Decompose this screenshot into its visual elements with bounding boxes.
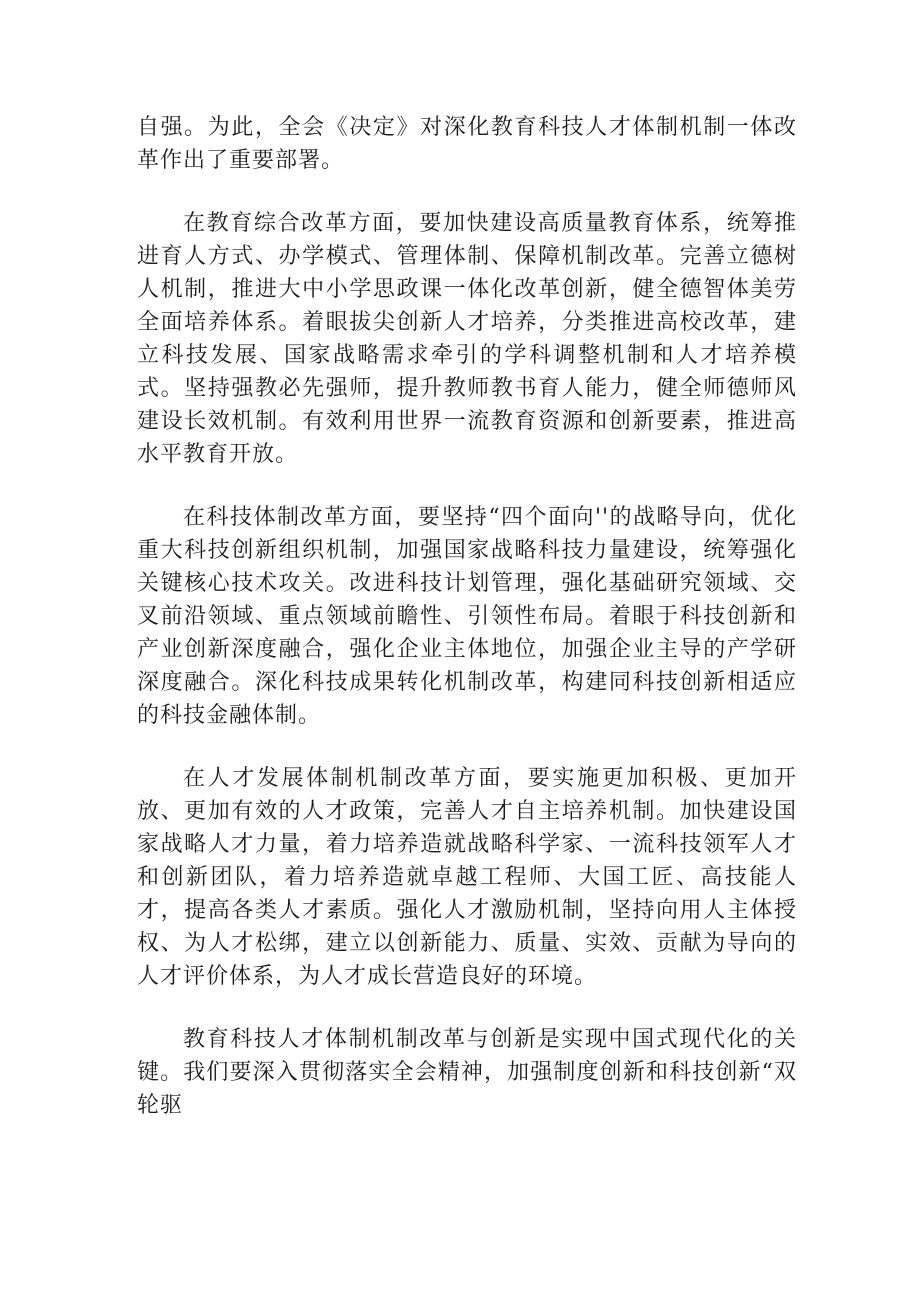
- paragraph-technology-reform: 在科技体制改革方面，要坚持“四个面向''的战略导向，优化重大科技创新组织机制，加强国家战略科技力量建设，统筹强化关键核心技术攻关。改进科技计划管理，强化基础研究领域、交叉前沿领域、重点领域前瞻性、引领性布局。着眼于科技创新和产业创新深度融合，强化企业主体地位，加强企业主导的产学研深度融合。深化科技成果转化机制改革，构建同科技创新相适应的科技金融体制。: [137, 505, 797, 728]
- paragraph-education-reform: 在教育综合改革方面，要加快建设高质量教育体系，统筹推进育人方式、办学模式、管理体制、保障机制改革。完善立德树人机制，推进大中小学思政课一体化改革创新，健全德智体美劳全面培养体系。着眼拔尖创新人才培养，分类推进高校改革，建立科技发展、国家战略需求牵引的学科调整机制和人才培养模式。坚持强教必先强师，提升教师教书育人能力，健全师德师风建设长效机制。有效利用世界一流教育资源和创新要素，推进高水平教育开放。: [137, 211, 797, 467]
- paragraph-continuation: 自强。为此，全会《决定》对深化教育科技人才体制机制一体改革作出了重要部署。: [137, 115, 797, 173]
- paragraph-conclusion: 教育科技人才体制机制改革与创新是实现中国式现代化的关键。我们要深入贯彻落实全会精神，加强制度创新和科技创新“双轮驱: [137, 1027, 797, 1118]
- paragraph-talent-reform: 在人才发展体制机制改革方面，要实施更加积极、更加开放、更加有效的人才政策，完善人才自主培养机制。加快建设国家战略人才力量，着力培养造就战略科学家、一流科技领军人才和创新团队，着力培养造就卓越工程师、大国工匠、高技能人才，提高各类人才素质。强化人才激励机制，坚持向用人主体授权、为人才松绑，建立以创新能力、质量、实效、贡献为导向的人才评价体系，为人才成长营造良好的环境。: [137, 766, 797, 989]
- document-body: [137, 111, 797, 1122]
